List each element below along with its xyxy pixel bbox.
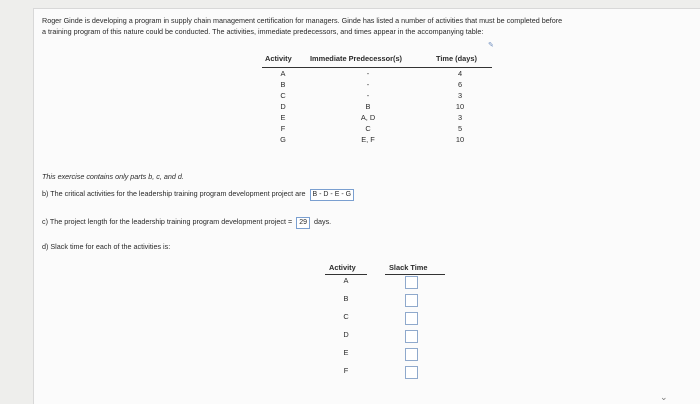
critical-path-answer-field[interactable]: B - D - E - G	[310, 189, 355, 201]
predecessor-cell: -	[366, 80, 370, 89]
header-activity: Activity	[265, 54, 292, 63]
table-row	[325, 348, 455, 366]
time-cell: 3	[457, 91, 463, 100]
activity-cell: E	[280, 113, 286, 122]
time-cell: 5	[457, 124, 463, 133]
time-cell: 6	[457, 80, 463, 89]
table-row	[262, 69, 492, 80]
table-row	[262, 91, 492, 102]
predecessor-cell: E, F	[361, 135, 375, 144]
table-row	[262, 113, 492, 124]
table-row	[325, 330, 455, 348]
part-d-question: d) Slack time for each of the activities is:	[42, 242, 171, 251]
time-cell: 10	[455, 102, 465, 111]
table-row	[325, 276, 455, 294]
problem-line-2: a training program of this nature could be conducted. The activities, immediate predecessors, and times appear in the accompanying table:	[42, 27, 484, 36]
header-rule	[325, 274, 367, 275]
part-c-text: c) The project length for the leadership training program development project =	[42, 217, 293, 226]
project-length-answer-field[interactable]: 29	[296, 217, 310, 229]
activity-cell: E	[343, 348, 349, 357]
header-predecessors: Immediate Predecessor(s)	[310, 54, 403, 63]
slack-input-a[interactable]	[405, 276, 418, 289]
activity-cell: F	[343, 366, 349, 375]
slack-input-c[interactable]	[405, 312, 418, 325]
activity-cell: C	[343, 312, 349, 321]
header-time: Time (days)	[436, 54, 477, 63]
time-cell: 3	[457, 113, 463, 122]
activity-cell: G	[280, 135, 286, 144]
slack-input-e[interactable]	[405, 348, 418, 361]
table-row	[262, 135, 492, 146]
table-row	[262, 80, 492, 91]
table-row	[325, 294, 455, 312]
header-activity: Activity	[329, 263, 356, 272]
table-row	[325, 366, 455, 384]
activity-cell: A	[280, 69, 286, 78]
predecessor-cell: C	[365, 124, 371, 133]
predecessor-cell: -	[366, 69, 370, 78]
activity-cell: B	[280, 80, 286, 89]
time-cell: 4	[457, 69, 463, 78]
part-b-question	[42, 189, 356, 201]
activity-cell: D	[280, 102, 286, 111]
activity-cell: B	[343, 294, 349, 303]
activity-cell: A	[343, 276, 349, 285]
predecessor-cell: A, D	[360, 113, 376, 122]
header-rule	[262, 67, 492, 68]
exercise-note: This exercise contains only parts b, c, and d.	[42, 172, 184, 181]
chevron-down-icon[interactable]: ⌄	[660, 392, 668, 402]
activity-cell: C	[280, 91, 286, 100]
slack-input-b[interactable]	[405, 294, 418, 307]
header-slack-time: Slack Time	[389, 263, 428, 272]
part-c-question	[42, 217, 331, 229]
slack-input-d[interactable]	[405, 330, 418, 343]
header-rule	[385, 274, 445, 275]
pencil-icon[interactable]: ✎	[488, 42, 494, 49]
predecessor-cell: -	[366, 91, 370, 100]
table-row	[325, 312, 455, 330]
part-b-text: b) The critical activities for the leadership training program development project are	[42, 189, 306, 198]
part-c-unit: days.	[313, 217, 332, 226]
activity-cell: D	[343, 330, 349, 339]
time-cell: 10	[455, 135, 465, 144]
predecessor-cell: B	[365, 102, 371, 111]
table-row	[262, 124, 492, 135]
problem-statement	[42, 15, 562, 37]
table-row	[262, 102, 492, 113]
problem-line-1: Roger Ginde is developing a program in supply chain management certification for managers. Ginde has listed a number of activities that must be completed before	[42, 16, 563, 25]
slack-input-f[interactable]	[405, 366, 418, 379]
activity-cell: F	[280, 124, 286, 133]
